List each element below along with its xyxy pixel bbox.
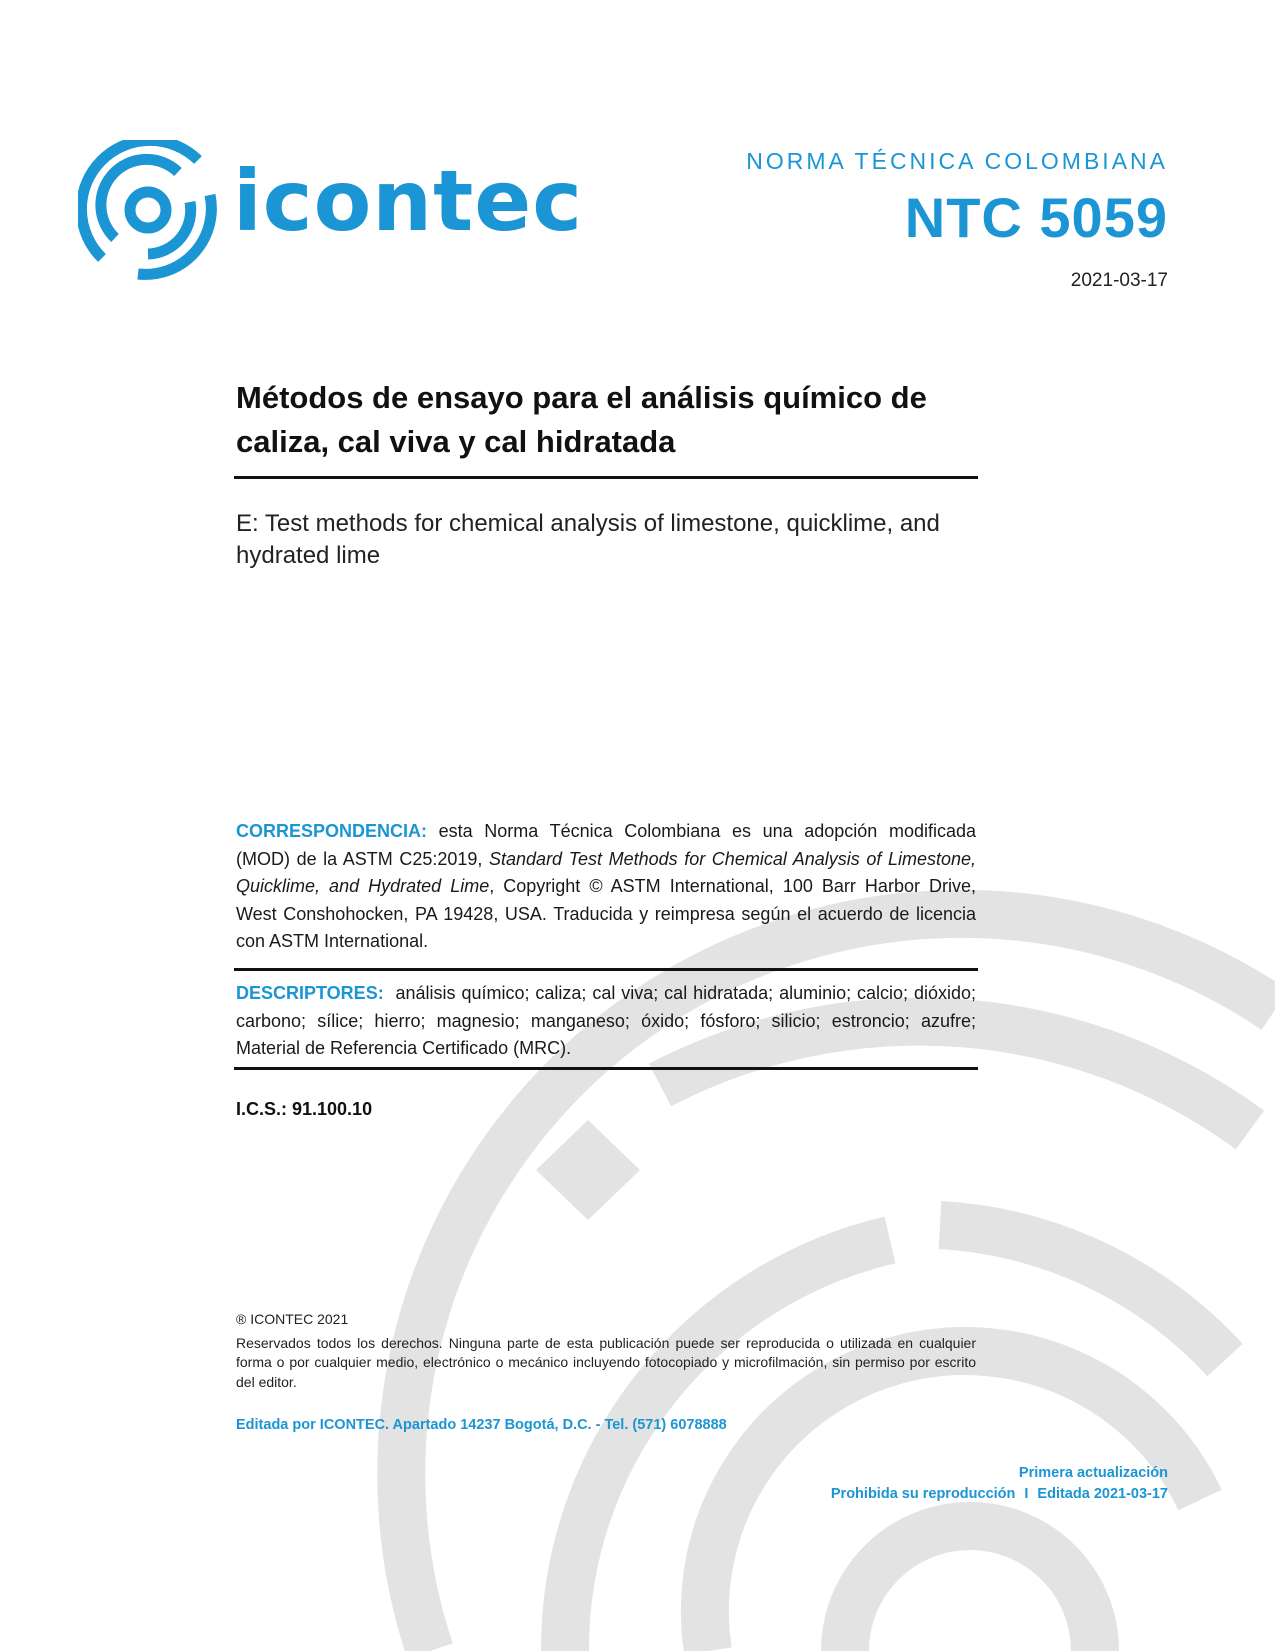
descriptors-divider [234,1067,978,1070]
icontec-logo [78,140,584,280]
copyright-rights: Reservados todos los derechos. Ninguna parte de esta publicación puede ser reproducida o utilizada en cualquier forma o por cualquier medio, electrónico o mecánico incluyendo fotocopiado y microfilmación, sin permiso por escrito del editor. [236,1334,976,1390]
descriptors-section [236,980,982,1063]
correspondence-section [236,818,976,956]
footer-separator: I [1024,1486,1029,1502]
footer-edited: Editada 2021-03-17 [1037,1486,1168,1502]
standard-kicker: NORMA TÉCNICA COLOMBIANA [746,148,1168,174]
standard-date: 2021-03-17 [1070,270,1168,291]
editor-address: Editada por ICONTEC. Apartado 14237 Bogotá, D.C. - Tel. (571) 6078888 [236,1417,727,1433]
correspondence-text-before: esta Norma Técnica Colombiana es una adopción modificada (MOD) de la ASTM C25:2019, [236,821,976,869]
correspondence-divider [234,968,978,971]
descriptors-label: DESCRIPTORES: [236,983,384,1003]
icontec-wordmark: icontec [233,152,584,250]
ics-code: I.C.S.: 91.100.10 [236,1099,373,1119]
correspondence-text-italic: Standard Test Methods for Chemical Analysis of Limestone, Quicklime, and Hydrated Lime [236,848,977,896]
standard-header [746,148,1168,292]
descriptors-text: análisis químico; caliza; cal viva; cal hidratada; aluminio; calcio; dióxido; carbono; sílice; hierro; magnesio; manganeso; óxido; fósforo; silicio; estroncio; azufre; Material de Referencia Certificado (MRC). [236,983,982,1058]
title-divider [234,476,978,479]
correspondence-label: CORRESPONDENCIA: [236,821,428,841]
correspondence-text-after: , Copyright © ASTM International, 100 Barr Harbor Drive, West Conshohocken, PA 19428, USA. Traducida y reimpresa según el acuerdo de licencia con ASTM International. [236,876,976,951]
edition-footer [831,1463,1168,1505]
standard-code: NTC 5059 [904,186,1168,249]
icontec-emblem-icon [78,140,218,280]
copyright-section [236,1310,976,1392]
copyright-line: ® ICONTEC 2021 [236,1311,349,1327]
title-spanish: Métodos de ensayo para el análisis químico de caliza, cal viva y cal hidratada [236,380,927,459]
title-english: E: Test methods for chemical analysis of limestone, quicklime, and hydrated lime [236,510,940,569]
footer-prohibited: Prohibida su reproducción [830,1486,1016,1502]
footer-update: Primera actualización [1018,1465,1168,1481]
